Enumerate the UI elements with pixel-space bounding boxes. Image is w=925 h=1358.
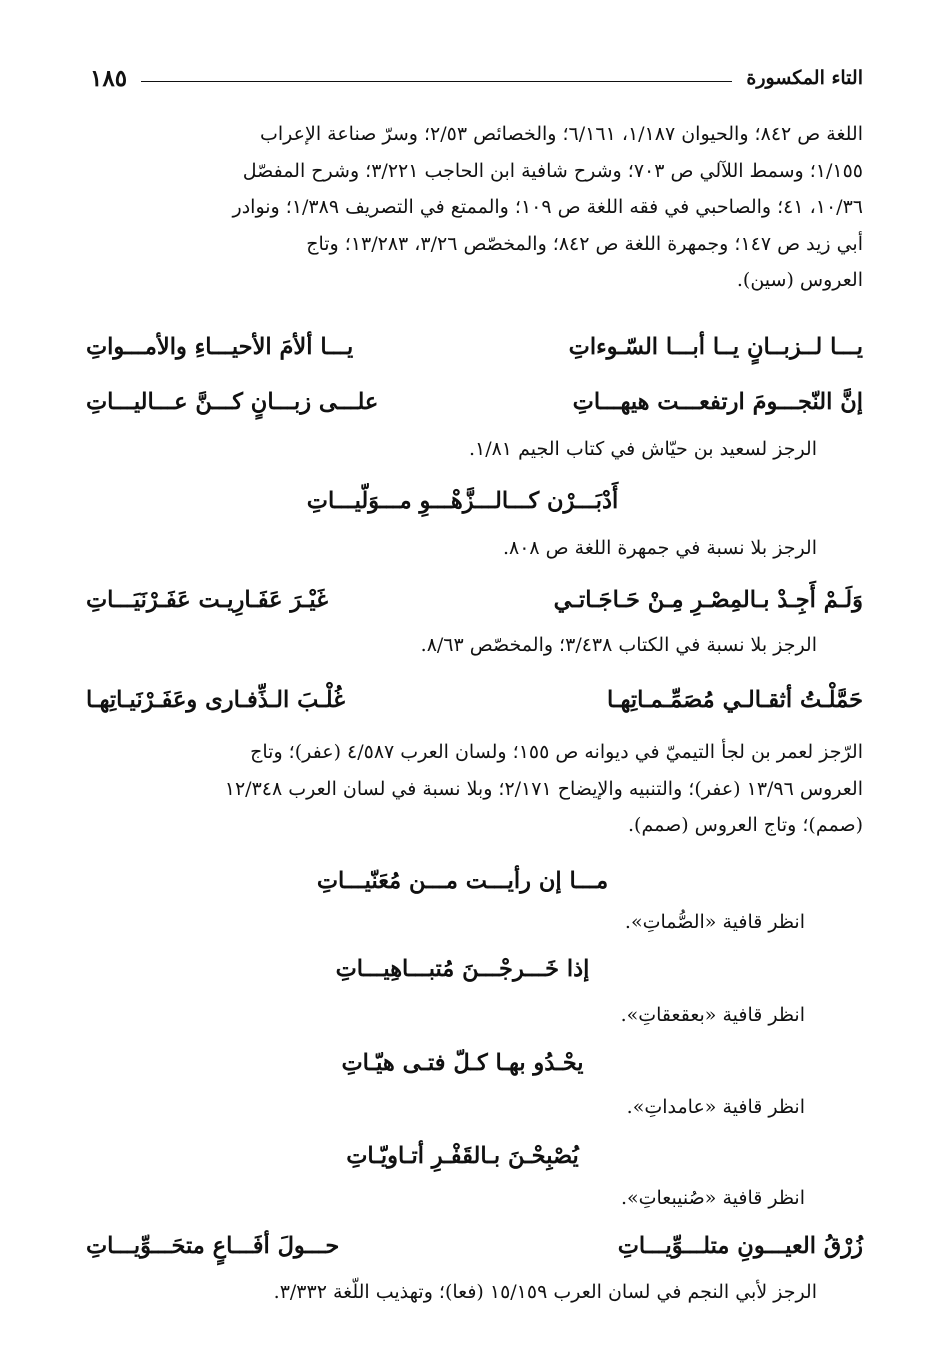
verse-line-centered: إذا خَـــرجْـــنَ مُتبـــاهِيـــاتِ [335, 956, 590, 982]
source-note: الرجز لسعيد بن حيّاش في كتاب الجيم ١/٨١. [468, 438, 817, 460]
paragraph-line: الرّجز لعمر بن لجأ التيميّ في ديوانه ص ١٥٥؛ ولسان العرب ٤/٥٨٧ (عفر)؛ وتاج [250, 741, 863, 763]
citation-paragraph-2 [92, 734, 863, 844]
header-rule [141, 81, 732, 82]
verse-hemistich-second: غَيْـرَ عَفَـارِيـت عَفَـرْنَيَـــاتِ [86, 587, 328, 613]
paragraph-line: ١٠/٣٦، ٤١؛ والصاحبي في فقه اللغة ص ١٠٩؛ والممتع في التصريف ١/٣٨٩؛ ونوادر [232, 196, 863, 218]
verse-hemistich-first: يـــا لــزبــانٍ يــا أبـــا السّـوءاتِ [568, 334, 863, 360]
verse-line-centered: مـــا إن رأيـــت مـــن مُعَنّيـــاتِ [316, 868, 609, 894]
verse-line [86, 579, 863, 621]
running-title: التاء المكسورة [746, 67, 863, 89]
verse-hemistich-first: وَلَـمْ أَجِـدْ بـالمِصْـرِ مِـنْ حَـاجَـاتـي [553, 587, 863, 613]
source-note: الرجز بلا نسبة في الكتاب ٣/٤٣٨؛ والمخصّص ٨/٦٣. [420, 634, 817, 656]
page-header [90, 62, 863, 94]
cross-reference: انظر قافية «الصُّماتِ». [624, 911, 805, 933]
verse-line [86, 1225, 863, 1267]
citation-paragraph-1 [92, 116, 863, 299]
cross-reference: انظر قافية «صُنيبعاتِ». [620, 1187, 805, 1209]
source-note: الرجز لأبي النجم في لسان العرب ١٥/١٥٩ (فعا)؛ وتهذيب اللّغة ٣/٣٣٢. [273, 1281, 817, 1303]
paragraph-line: (صمم)؛ وتاج العروس (صمم). [628, 814, 863, 836]
cross-reference: انظر قافية «بعقعقاتِ». [620, 1004, 805, 1026]
page-number: ١٨٥ [90, 64, 128, 92]
paragraph-line: أبي زيد ص ١٤٧؛ وجمهرة اللغة ص ٨٤٢؛ والمخصّص ٣/٢٦، ١٣/٢٨٣؛ وتاج [306, 232, 863, 255]
verse-line-centered: يحْـدُو بهـا كـلّ فتـى هيّـاتِ [341, 1050, 584, 1076]
verse-line [86, 326, 863, 368]
paragraph-line: اللغة ص ٨٤٢؛ والحيوان ١/١٨٧، ٦/١٦١؛ والخصائص ٢/٥٣؛ وسرّ صناعة الإعراب [260, 123, 863, 145]
verse-hemistich-first: زُرْقُ العيـــونِ متلـــوِّيـــاتِ [617, 1233, 863, 1259]
paragraph-line: العروس ١٣/٩٦ (عفر)؛ والتنبيه والإيضاح ٢/١٧١؛ وبلا نسبة في لسان العرب ١٢/٣٤٨ [224, 777, 863, 800]
verse-hemistich-second: غُلْـبَ الـذِّفـارى وعَفَـرْنَيـاتِهـا [86, 687, 346, 713]
verse-hemistich-first: حَمَّلْـتُ أثقـالـي مُصَمِّـمـاتِهـا [607, 687, 863, 713]
verse-hemistich-first: إنَّ النّجـــومَ ارتفعـــت هيهـــاتِ [572, 389, 863, 415]
verse-hemistich-second: علـــى زبـــانٍ كـــنَّ عـــاليـــاتِ [86, 389, 379, 415]
cross-reference: انظر قافية «عامداتِ». [626, 1096, 805, 1118]
verse-line-centered: يُصْبِحْـنَ بـالقَفْـرِ أتـاويّـاتِ [346, 1143, 579, 1169]
verse-hemistich-second: يـــا ألأمَ الأحيـــاءِ والأمـــواتِ [86, 334, 354, 360]
verse-line [86, 381, 863, 423]
paragraph-line: ١/١٥٥؛ وسمط اللآلي ص ٧٠٣؛ وشرح شافية ابن الحاجب ٣/٢٢١؛ وشرح المفصّل [242, 159, 863, 182]
verse-hemistich-second: حـــولَ أفَـــاعٍ متحَـــوِّيـــاتِ [86, 1233, 340, 1259]
verse-line-centered: أَدْبَـــرْن كـــالـــزَّهْـــوِ مـــوَلّيـــاتِ [306, 488, 619, 514]
verse-line [86, 679, 863, 721]
paragraph-line: العروس (سين). [736, 269, 863, 291]
source-note: الرجز بلا نسبة في جمهرة اللغة ص ٨٠٨. [502, 537, 817, 559]
